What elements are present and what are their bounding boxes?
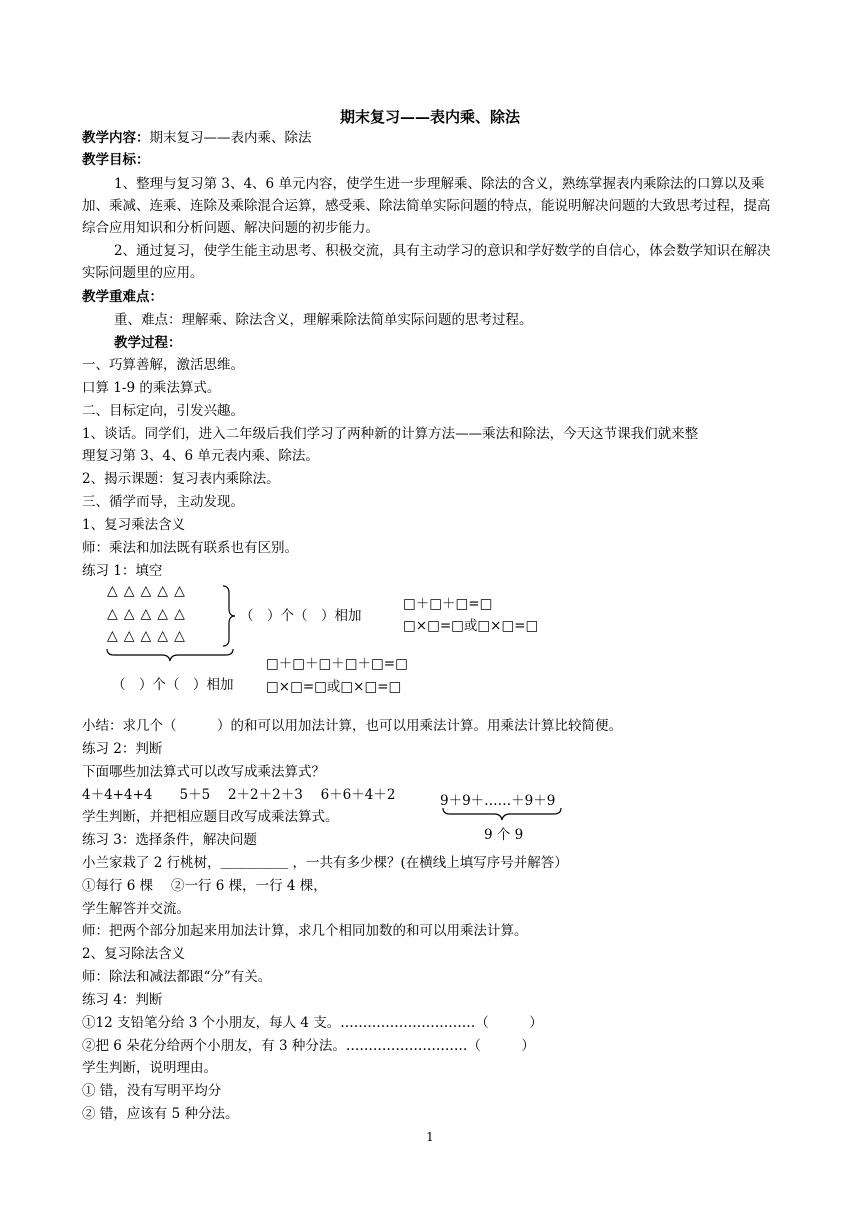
- goals-paragraph-1: 1、整理与复习第 3、4、6 单元内容，使学生进一步理解乘、除法的含义，熟练掌握表内乘除法的口算以及乘加、乘减、连乘、连除及乘除混合运算，感受乘、除法简单实际问题的特点，能说明解决问题的大致思考过程，提高综合应用知识和分析问题、解决问题的初步能力。: [82, 176, 771, 236]
- process-label: 教学过程：: [114, 335, 182, 351]
- exercise-2-items: 4＋4+4+4 5＋5 2＋2＋2＋3 6＋6＋4＋2: [82, 787, 396, 803]
- nine-brace-icon: [442, 807, 562, 821]
- bottom-brace-icon: [106, 648, 234, 662]
- summary-line: 小结：求几个（ ）的和可以用加法计算，也可以用乘法计算。用乘法计算比较简便。: [82, 718, 622, 734]
- right-brace-label: （ ）个（ ）相加: [240, 608, 362, 624]
- exercise-4-note: 学生判断，说明理由。: [82, 1060, 217, 1076]
- nine-count-label: 9 个 9: [484, 827, 524, 843]
- exercise-2-question: 下面哪些加法算式可以改写成乘法算式？: [82, 764, 325, 780]
- bottom-formula-2: □×□=□或□×□=□: [266, 679, 402, 695]
- exercise-3-title: 练习 3：选择条件，解决问题: [82, 832, 257, 848]
- exercise-4-item-2: ②把 6 朵花分给两个小朋友，有 3 种分法。………………………（ ）: [82, 1038, 535, 1054]
- content-line: [82, 128, 312, 148]
- right-formula-1: □＋□＋□=□: [403, 596, 493, 612]
- section-3c: 2、复习除法含义: [82, 946, 186, 962]
- goals-label: 教学目标：: [82, 152, 150, 168]
- section-3: 三、循学而导，主动发现。: [82, 494, 244, 510]
- exercise-3-question: 小兰家栽了 2 行桃树，＿＿＿＿＿ ，一共有多少棵？(在横线上填写序号并解答）: [82, 855, 568, 871]
- key-label: 教学重难点：: [82, 289, 163, 305]
- exercise-3-note: 学生解答并交流。: [82, 901, 190, 917]
- exercise-4-title: 练习 4：判断: [82, 992, 163, 1008]
- exercise-3-options: ①每行 6 棵 ②一行 6 棵，一行 4 棵，: [82, 878, 327, 894]
- key-text: 重、难点：理解乘、除法含义，理解乘除法简单实际问题的思考过程。: [114, 312, 533, 328]
- bottom-formula-1: □＋□＋□＋□＋□=□: [266, 656, 408, 672]
- section-1: 一、巧算善解，激活思维。: [82, 357, 244, 373]
- page-title: 期末复习——表内乘、除法: [339, 108, 520, 126]
- page-number: 1: [426, 1130, 434, 1144]
- triangle-row-2: △△△△△: [107, 606, 191, 622]
- content-text: 期末复习——表内乘、除法: [149, 130, 312, 146]
- section-2: 二、目标定向，引发兴趣。: [82, 403, 244, 419]
- exercise-3-teacher: 师：把两个部分加起来用加法计算，求几个相同加数的和可以用乘法计算。: [82, 923, 528, 939]
- content-label: 教学内容：: [82, 130, 150, 146]
- exercise-2-title: 练习 2：判断: [82, 741, 163, 757]
- section-2a: 1、谈话。同学们，进入二年级后我们学习了两种新的计算方法——乘法和除法，今天这节课我们就来整: [82, 426, 699, 442]
- exercise-1-title: 练习 1：填空: [82, 563, 163, 579]
- answer-1: ① 错，没有写明平均分: [82, 1083, 222, 1099]
- section-2c: 2、揭示课题：复习表内乘除法。: [82, 471, 280, 487]
- triangle-row-3: △△△△△: [107, 628, 191, 644]
- section-3d: 师：除法和减法都跟“分”有关。: [82, 969, 272, 985]
- bottom-brace-label: （ ）个（ ）相加: [112, 677, 234, 693]
- nine-sum-expression: 9＋9＋……＋9＋9: [440, 793, 556, 809]
- section-3b: 师：乘法和加法既有联系也有区别。: [82, 540, 298, 556]
- triangle-row-1: △△△△△: [107, 583, 191, 599]
- right-formula-2: □×□=□或□×□=□: [403, 618, 539, 634]
- right-brace-icon: [222, 585, 236, 647]
- section-2b: 理复习第 3、4、6 单元表内乘、除法。: [82, 448, 319, 464]
- section-3a: 1、复习乘法含义: [82, 517, 186, 533]
- exercise-2-note: 学生判断，并把相应题目改写成乘法算式。: [82, 809, 339, 825]
- answer-2: ② 错，应该有 5 种分法。: [82, 1106, 239, 1122]
- exercise-4-item-1: ①12 支铅笔分给 3 个小朋友，每人 4 支。…………………………（ ）: [82, 1015, 543, 1031]
- goals-paragraph-2: 2、通过复习，使学生能主动思考、积极交流，具有主动学习的意识和学好数学的自信心，体会数学知识在解决实际问题里的应用。: [82, 243, 771, 281]
- section-1a: 口算 1-9 的乘法算式。: [82, 380, 221, 396]
